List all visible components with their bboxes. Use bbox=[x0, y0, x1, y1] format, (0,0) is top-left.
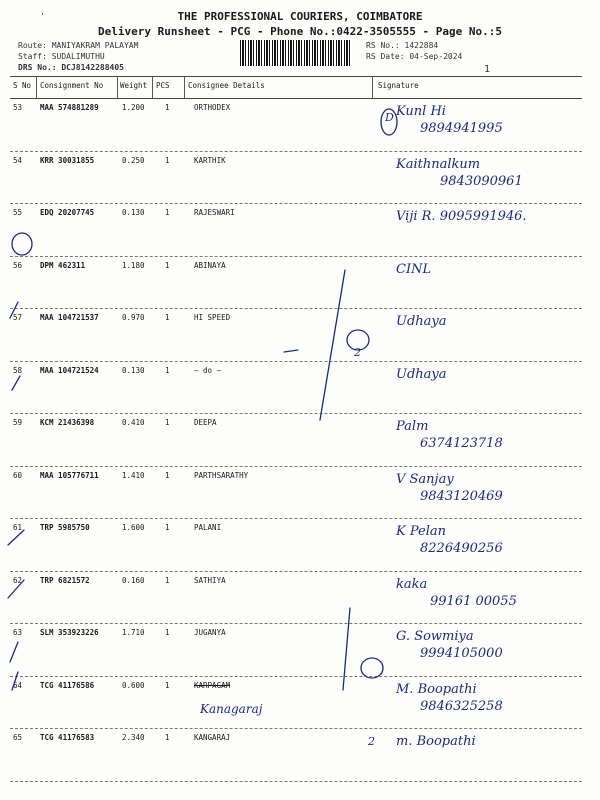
report-subtitle: Delivery Runsheet - PCG - Phone No.:0422-3505555 - Page No.:5 bbox=[98, 25, 502, 38]
row-pcs: 1 bbox=[165, 628, 170, 637]
row-pcs: 1 bbox=[165, 155, 170, 165]
column-header-weight: Weight bbox=[120, 81, 148, 90]
row-signature-phone: 99161 00055 bbox=[430, 593, 517, 609]
row-consignment-no: KCM 21436398 bbox=[40, 418, 95, 427]
row-consignee: PALANI bbox=[194, 523, 222, 532]
row-signature: Palm bbox=[396, 419, 429, 434]
row-consignment-no: KRR 30031855 bbox=[40, 155, 95, 165]
row-consignment-no: TRP 6821572 bbox=[40, 575, 90, 585]
row-signature-phone: 9894941995 bbox=[420, 121, 503, 136]
row-circled-mark: D bbox=[385, 111, 394, 124]
row-consignee: KARTHIK bbox=[194, 155, 226, 165]
row-serial: 61 bbox=[13, 523, 23, 532]
row-serial: 57 bbox=[13, 313, 23, 322]
row-divider bbox=[10, 203, 582, 204]
row-serial: 64 bbox=[13, 680, 23, 690]
row-weight: 2.340 bbox=[122, 733, 145, 742]
row-pcs: 1 bbox=[165, 418, 170, 427]
row-signature: CINL bbox=[396, 261, 432, 277]
row-weight: 0.160 bbox=[122, 575, 145, 585]
row-consignment-no: TCG 41176583 bbox=[40, 733, 95, 742]
row-signature: Udhaya bbox=[396, 366, 447, 382]
row-pcs: 1 bbox=[165, 365, 170, 375]
row-signature-phone: 9994105000 bbox=[420, 646, 503, 661]
row-weight: 1.600 bbox=[122, 523, 145, 532]
column-divider bbox=[184, 76, 185, 98]
row-signature-phone: 6374123718 bbox=[420, 436, 503, 451]
row-divider bbox=[10, 308, 582, 309]
row-consignee: ORTHODEX bbox=[194, 103, 231, 112]
dash-mark bbox=[284, 350, 298, 352]
top-left-mark: ' bbox=[40, 12, 45, 21]
row-consignment-no: MAA 574881289 bbox=[40, 103, 99, 112]
slash-mark bbox=[343, 608, 350, 690]
row-consignment-no: TRP 5985750 bbox=[40, 523, 90, 532]
row-signature: m. Boopathi bbox=[396, 734, 476, 749]
row-consignment-no: EDQ 20207745 bbox=[40, 208, 95, 217]
rs-number: RS No.: 1422884 bbox=[366, 41, 439, 50]
row-serial: 59 bbox=[13, 418, 23, 427]
row-consignee: RAJESWARI bbox=[194, 208, 235, 217]
row-weight: 0.970 bbox=[122, 313, 145, 322]
row-signature: Kaithnalkum bbox=[396, 156, 481, 172]
report-title: THE PROFESSIONAL COURIERS, COIMBATORE bbox=[177, 10, 423, 23]
tick-mark bbox=[10, 642, 18, 662]
row-consignee: DEEPA bbox=[194, 418, 217, 427]
row-weight: 0.410 bbox=[122, 418, 145, 427]
row-circled-mark: 2 bbox=[354, 345, 361, 359]
row-consignment-no: TCG 41176586 bbox=[40, 680, 95, 690]
row-signature: kaka bbox=[396, 576, 428, 592]
row-serial: 56 bbox=[13, 260, 23, 270]
row-pcs: 1 bbox=[165, 680, 170, 690]
row-divider bbox=[10, 361, 582, 362]
row-pcs: 1 bbox=[165, 523, 170, 532]
rs-date: RS Date: 04-Sep-2024 bbox=[366, 52, 463, 61]
row-weight: 1.200 bbox=[122, 103, 145, 112]
row-weight: 0.600 bbox=[122, 680, 145, 690]
row-serial: 55 bbox=[13, 208, 23, 217]
row-pcs: 1 bbox=[165, 313, 170, 322]
row-divider bbox=[10, 256, 582, 257]
row-weight: 0.130 bbox=[122, 208, 145, 217]
row-serial: 63 bbox=[13, 628, 23, 637]
row-divider bbox=[10, 676, 582, 677]
drs-label: DRS No.: DCJ8142288405 bbox=[18, 63, 124, 72]
row-signature: M. Boopathi bbox=[396, 681, 477, 697]
row-consignee: PARTHSARATHY bbox=[194, 470, 249, 480]
row-weight: 1.710 bbox=[122, 628, 145, 637]
row-divider bbox=[10, 413, 582, 414]
row-serial: 65 bbox=[13, 733, 23, 742]
column-header-pcs: PCS bbox=[156, 81, 170, 90]
tick-mark bbox=[12, 376, 20, 390]
row-signature-phone: 9846325258 bbox=[420, 698, 503, 714]
row-consignee: KARPAGAM bbox=[194, 680, 231, 690]
row-consignment-no: DPM 462311 bbox=[40, 260, 86, 270]
row-pcs: 1 bbox=[165, 575, 170, 585]
top-right-mark: 1 bbox=[484, 64, 491, 75]
column-divider bbox=[36, 76, 37, 98]
row-divider bbox=[10, 466, 582, 467]
table-header-rule bbox=[10, 98, 582, 99]
row-divider bbox=[10, 151, 582, 152]
column-header-consignment: Consignment No bbox=[40, 81, 104, 90]
column-divider bbox=[152, 76, 153, 98]
column-header-signature: Signature bbox=[378, 81, 419, 90]
row-consignee: KANGARAJ bbox=[194, 733, 231, 742]
table-top-rule bbox=[10, 76, 582, 77]
row-serial: 62 bbox=[13, 575, 23, 585]
row-serial: 53 bbox=[13, 103, 23, 112]
row-signature-phone: 9843120469 bbox=[420, 488, 503, 504]
row-signature: Udhaya bbox=[396, 314, 447, 329]
row-consignment-no: MAA 104721537 bbox=[40, 313, 99, 322]
row-signature: Viji R. 9095991946. bbox=[396, 209, 527, 224]
column-header-consignee: Consignee Details bbox=[188, 81, 265, 90]
row-signature-phone: 9843090961 bbox=[440, 173, 523, 189]
row-pcs: 1 bbox=[165, 208, 170, 217]
tick-mark bbox=[8, 530, 24, 545]
row-pcs: 1 bbox=[165, 260, 170, 270]
row-pcs: 1 bbox=[165, 103, 170, 112]
row-serial: 58 bbox=[13, 365, 23, 375]
row-signature: Kunl Hi bbox=[396, 104, 446, 119]
barcode bbox=[240, 40, 352, 66]
row-signature: G. Sowmiya bbox=[396, 629, 474, 644]
route-label: Route: MANIYAKRAM PALAYAM bbox=[18, 41, 139, 50]
row-consignee: ABINAYA bbox=[194, 260, 226, 270]
row-weight: 0.250 bbox=[122, 155, 145, 165]
row-weight: 1.180 bbox=[122, 260, 145, 270]
row-consignee: JUGANYA bbox=[194, 628, 226, 637]
row-pcs: 1 bbox=[165, 470, 170, 480]
column-divider bbox=[117, 76, 118, 98]
row-signature: V Sanjay bbox=[396, 471, 454, 487]
row-consignment-no: MAA 105776711 bbox=[40, 470, 99, 480]
row-divider bbox=[10, 571, 582, 572]
row-serial: 54 bbox=[13, 155, 23, 165]
row-signature-phone: 8226490256 bbox=[420, 541, 503, 556]
row-weight: 0.130 bbox=[122, 365, 145, 375]
circle-mark bbox=[12, 233, 32, 255]
column-divider bbox=[372, 76, 373, 98]
row-weight: 1.410 bbox=[122, 470, 145, 480]
row-divider bbox=[10, 728, 582, 729]
slash-mark bbox=[320, 270, 345, 420]
row-signature: K Pelan bbox=[396, 524, 446, 539]
row-pcs: 1 bbox=[165, 733, 170, 742]
row-consignment-no: SLM 353923226 bbox=[40, 628, 99, 637]
row-circled-mark: 2 bbox=[368, 735, 375, 748]
staff-label: Staff: SUDALIMUTHU bbox=[18, 52, 105, 61]
row-serial: 60 bbox=[13, 470, 23, 480]
row-consignee: — do — bbox=[194, 365, 222, 375]
row-consignment-no: MAA 104721524 bbox=[40, 365, 99, 375]
row-divider bbox=[10, 518, 582, 519]
row-consignee: HI SPEED bbox=[194, 313, 231, 322]
column-header-sno: S No bbox=[13, 81, 32, 90]
row-consignee: SATHIYA bbox=[194, 575, 226, 585]
row-divider bbox=[10, 781, 582, 782]
row-handwritten-note: Kanagaraj bbox=[200, 701, 263, 716]
row-divider bbox=[10, 623, 582, 624]
